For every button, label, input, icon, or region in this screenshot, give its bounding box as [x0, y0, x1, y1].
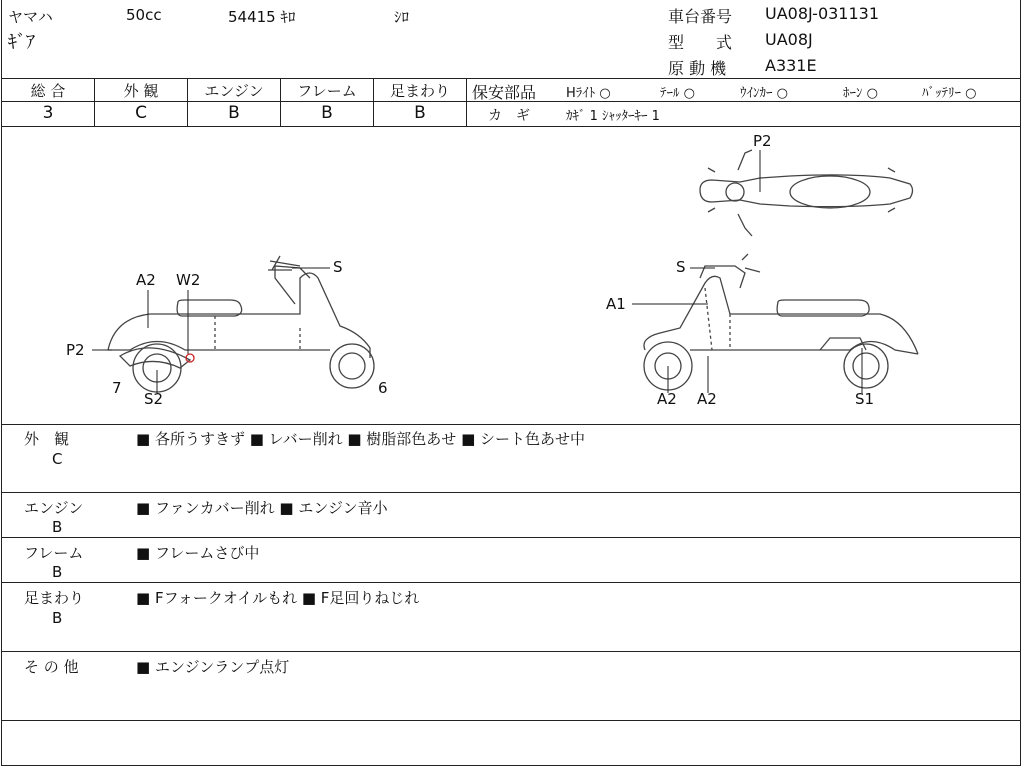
grade-table-top-line — [1, 78, 1021, 79]
safety-item-horn: ﾎｰﾝ ○ — [843, 86, 878, 101]
note-title-suspension: 足まわり — [24, 589, 85, 607]
note-title-engine: エンジン — [24, 499, 84, 517]
label-left-a2: A2 — [136, 271, 156, 289]
frame-no-label: 車台番号 — [668, 7, 733, 26]
notes-line-4 — [1, 651, 1021, 652]
grade-value-engine: B — [228, 103, 240, 123]
safety-mark-battery: ○ — [965, 86, 977, 101]
notes-bottom-line — [1, 765, 1021, 766]
note-grade-engine: B — [52, 518, 63, 536]
label-right-s1: S1 — [855, 390, 875, 408]
label-left-p2: P2 — [66, 341, 85, 359]
model-name: ｷﾞｱ — [8, 32, 35, 53]
note-text-exterior: ■ 各所うすきず ■ レバー削れ ■ 樹脂部色あせ ■ シート色あせ中 — [136, 430, 586, 448]
note-title-frame: フレーム — [24, 544, 84, 562]
safety-title: 保安部品 — [472, 83, 537, 102]
note-grade-exterior: C — [52, 450, 63, 468]
type-label: 型 式 — [668, 33, 733, 52]
label-right-a2: A2 — [697, 390, 717, 408]
label-left-s: S — [333, 258, 343, 276]
grade-value-frame: B — [321, 103, 333, 123]
safety-mark-tail: ○ — [683, 86, 695, 101]
keys-label: カ ギ — [488, 108, 530, 124]
safety-mark-winker: ○ — [776, 86, 788, 101]
keys-value: ｶｷﾞ 1 ｼｬｯﾀｰｷｰ 1 — [566, 109, 660, 124]
type-value: UA08J — [765, 30, 813, 49]
notes-top-line — [1, 424, 1021, 425]
safety-item-tail: ﾃｰﾙ ○ — [660, 86, 695, 101]
safety-item-headlight: Hﾗｲﾄ ○ — [566, 86, 611, 101]
label-left-6: 6 — [378, 379, 388, 397]
grade-label-engine: エンジン — [204, 82, 264, 100]
note-text-engine: ■ ファンカバー削れ ■ エンジン音小 — [136, 499, 388, 517]
frame-no: UA08J-031131 — [765, 4, 880, 23]
leader-lines — [92, 150, 862, 393]
grade-value-exterior: C — [135, 103, 147, 123]
notes-line-2 — [1, 537, 1021, 538]
label-right-a2-front: A2 — [657, 390, 677, 408]
notes-line-3 — [1, 582, 1021, 583]
grade-value-suspension: B — [414, 103, 426, 123]
note-text-other: ■ エンジンランプ点灯 — [136, 658, 290, 676]
safety-mid-line — [467, 101, 1021, 102]
notes-line-1 — [1, 492, 1021, 493]
engine-value: A331E — [765, 56, 817, 75]
note-text-suspension: ■ Fフォークオイルもれ ■ F足回りねじれ — [136, 589, 420, 607]
safety-item-winker: ｳｲﾝｶｰ ○ — [740, 86, 788, 101]
grade-label-frame: フレーム — [297, 82, 357, 100]
engine-label: 原 動 機 — [668, 59, 727, 78]
label-left-7: 7 — [112, 379, 122, 397]
notes-line-5 — [1, 720, 1021, 721]
label-left-w2: W2 — [176, 271, 201, 289]
grade-table-mid-line — [1, 101, 467, 102]
grade-label-overall: 総 合 — [30, 82, 66, 100]
grade-label-exterior: 外 観 — [123, 82, 159, 100]
label-left-s2: S2 — [144, 390, 164, 408]
note-text-frame: ■ フレームさび中 — [136, 544, 260, 562]
safety-item-battery: ﾊﾞｯﾃﾘｰ ○ — [922, 86, 977, 101]
maker: ヤマハ — [8, 8, 53, 26]
grade-value-overall: 3 — [42, 103, 54, 123]
displacement: 50cc — [126, 6, 162, 24]
scooter-diagram — [0, 128, 1024, 424]
label-top-p2: P2 — [753, 132, 772, 150]
mileage: 54415 ｷﾛ — [228, 8, 296, 26]
note-title-other: そ の 他 — [24, 658, 79, 676]
label-right-a1: A1 — [606, 295, 626, 313]
grade-label-suspension: 足まわり — [389, 82, 450, 100]
safety-mark-horn: ○ — [866, 86, 878, 101]
label-right-s: S — [676, 258, 686, 276]
grade-table-bottom-line — [1, 126, 1021, 127]
note-title-exterior: 外 観 — [24, 430, 70, 448]
note-grade-frame: B — [52, 563, 63, 581]
top-view-scooter-drawing — [700, 150, 913, 236]
body-color: ｼﾛ — [394, 8, 410, 26]
safety-mark-headlight: ○ — [599, 86, 611, 101]
note-grade-suspension: B — [52, 609, 63, 627]
grade-divider-5 — [466, 78, 467, 126]
